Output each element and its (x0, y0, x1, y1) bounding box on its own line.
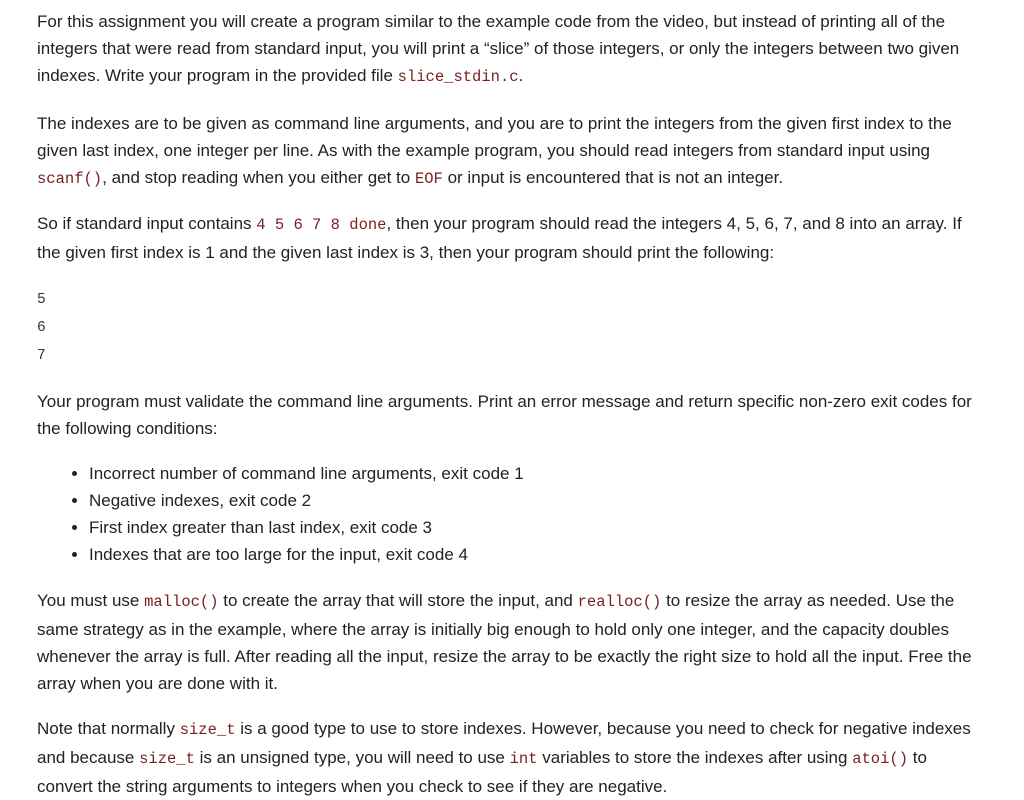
example-output-block (37, 283, 987, 370)
malloc-code: malloc() (144, 593, 219, 611)
scanf-code: scanf() (37, 170, 103, 188)
eof-code: EOF (414, 170, 443, 188)
intro-paragraph (37, 8, 987, 91)
types-text-5: to convert the string arguments to integers when you check to see if they are negative. (37, 748, 927, 796)
exit-code-list (37, 460, 987, 568)
output-line: 5 (37, 292, 46, 308)
list-item: • Indexes that are too large for the input, exit code 4 (89, 541, 987, 568)
intro-text-end: . (518, 66, 524, 85)
types-text-4: variables to store the indexes after using (537, 748, 853, 767)
list-item: • Incorrect number of command line arguments, exit code 1 (89, 460, 987, 487)
output-line: 7 (37, 348, 46, 364)
size-t-code-2: size_t (139, 750, 195, 768)
list-item: • First index greater than last index, exit code 3 (89, 514, 987, 541)
size-t-code: size_t (179, 721, 236, 739)
realloc-code: realloc() (577, 593, 662, 611)
filename-code: slice_stdin.c (397, 68, 519, 86)
assignment-document (37, 8, 987, 800)
arguments-text: The indexes are to be given as command line arguments, and you are to print the integers from the given first index to the given last index, one integer per line. As with the example program, you should read integers from standard input using (37, 114, 952, 160)
example-paragraph (37, 210, 987, 266)
types-text: Note that normally (37, 719, 180, 738)
arguments-text-3: or input is encountered that is not an integer. (442, 168, 784, 187)
atoi-code: atoi() (852, 750, 909, 768)
output-line: 6 (37, 320, 46, 336)
memory-text-3: to resize the array as needed. Use the same strategy as in the example, where the array is initially big enough to hold only one integer, and the capacity doubles whenever the array is full. After reading all the input, resize the array to be exactly the right size to hold all the input. Free the array when you are done with it. (37, 591, 972, 693)
arguments-paragraph (37, 110, 987, 193)
validation-text: Your program must validate the command line arguments. Print an error message and return specific non-zero exit codes for the following conditions: (37, 392, 972, 438)
example-text-2: , then your program should read the integers 4, 5, 6, 7, and 8 into an array. If the given first index is 1 and the given last index is 3, then your program should print the following: (37, 214, 962, 262)
example-text: So if standard input contains (37, 214, 257, 233)
arguments-text-2: , and stop reading when you either get to (102, 168, 415, 187)
intro-text: For this assignment you will create a program similar to the example code from the video, but instead of printing all of the integers that were read from standard input, you will print a “slice” of those integers, or only the integers between two given indexes. Write your program in the provided file (37, 12, 960, 85)
validation-paragraph (37, 388, 987, 442)
types-text-3: is an unsigned type, you will need to use (194, 748, 510, 767)
memory-paragraph (37, 587, 987, 697)
memory-text-2: to create the array that will store the input, and (218, 591, 578, 610)
memory-text: You must use (37, 591, 145, 610)
list-item: • Negative indexes, exit code 2 (89, 487, 987, 514)
types-paragraph (37, 715, 987, 800)
int-code: int (509, 750, 538, 768)
stdin-example-code: 4 5 6 7 8 done (256, 216, 387, 234)
types-text-2: is a good type to use to store indexes. However, because you need to check for negative indexes and because (37, 719, 971, 767)
